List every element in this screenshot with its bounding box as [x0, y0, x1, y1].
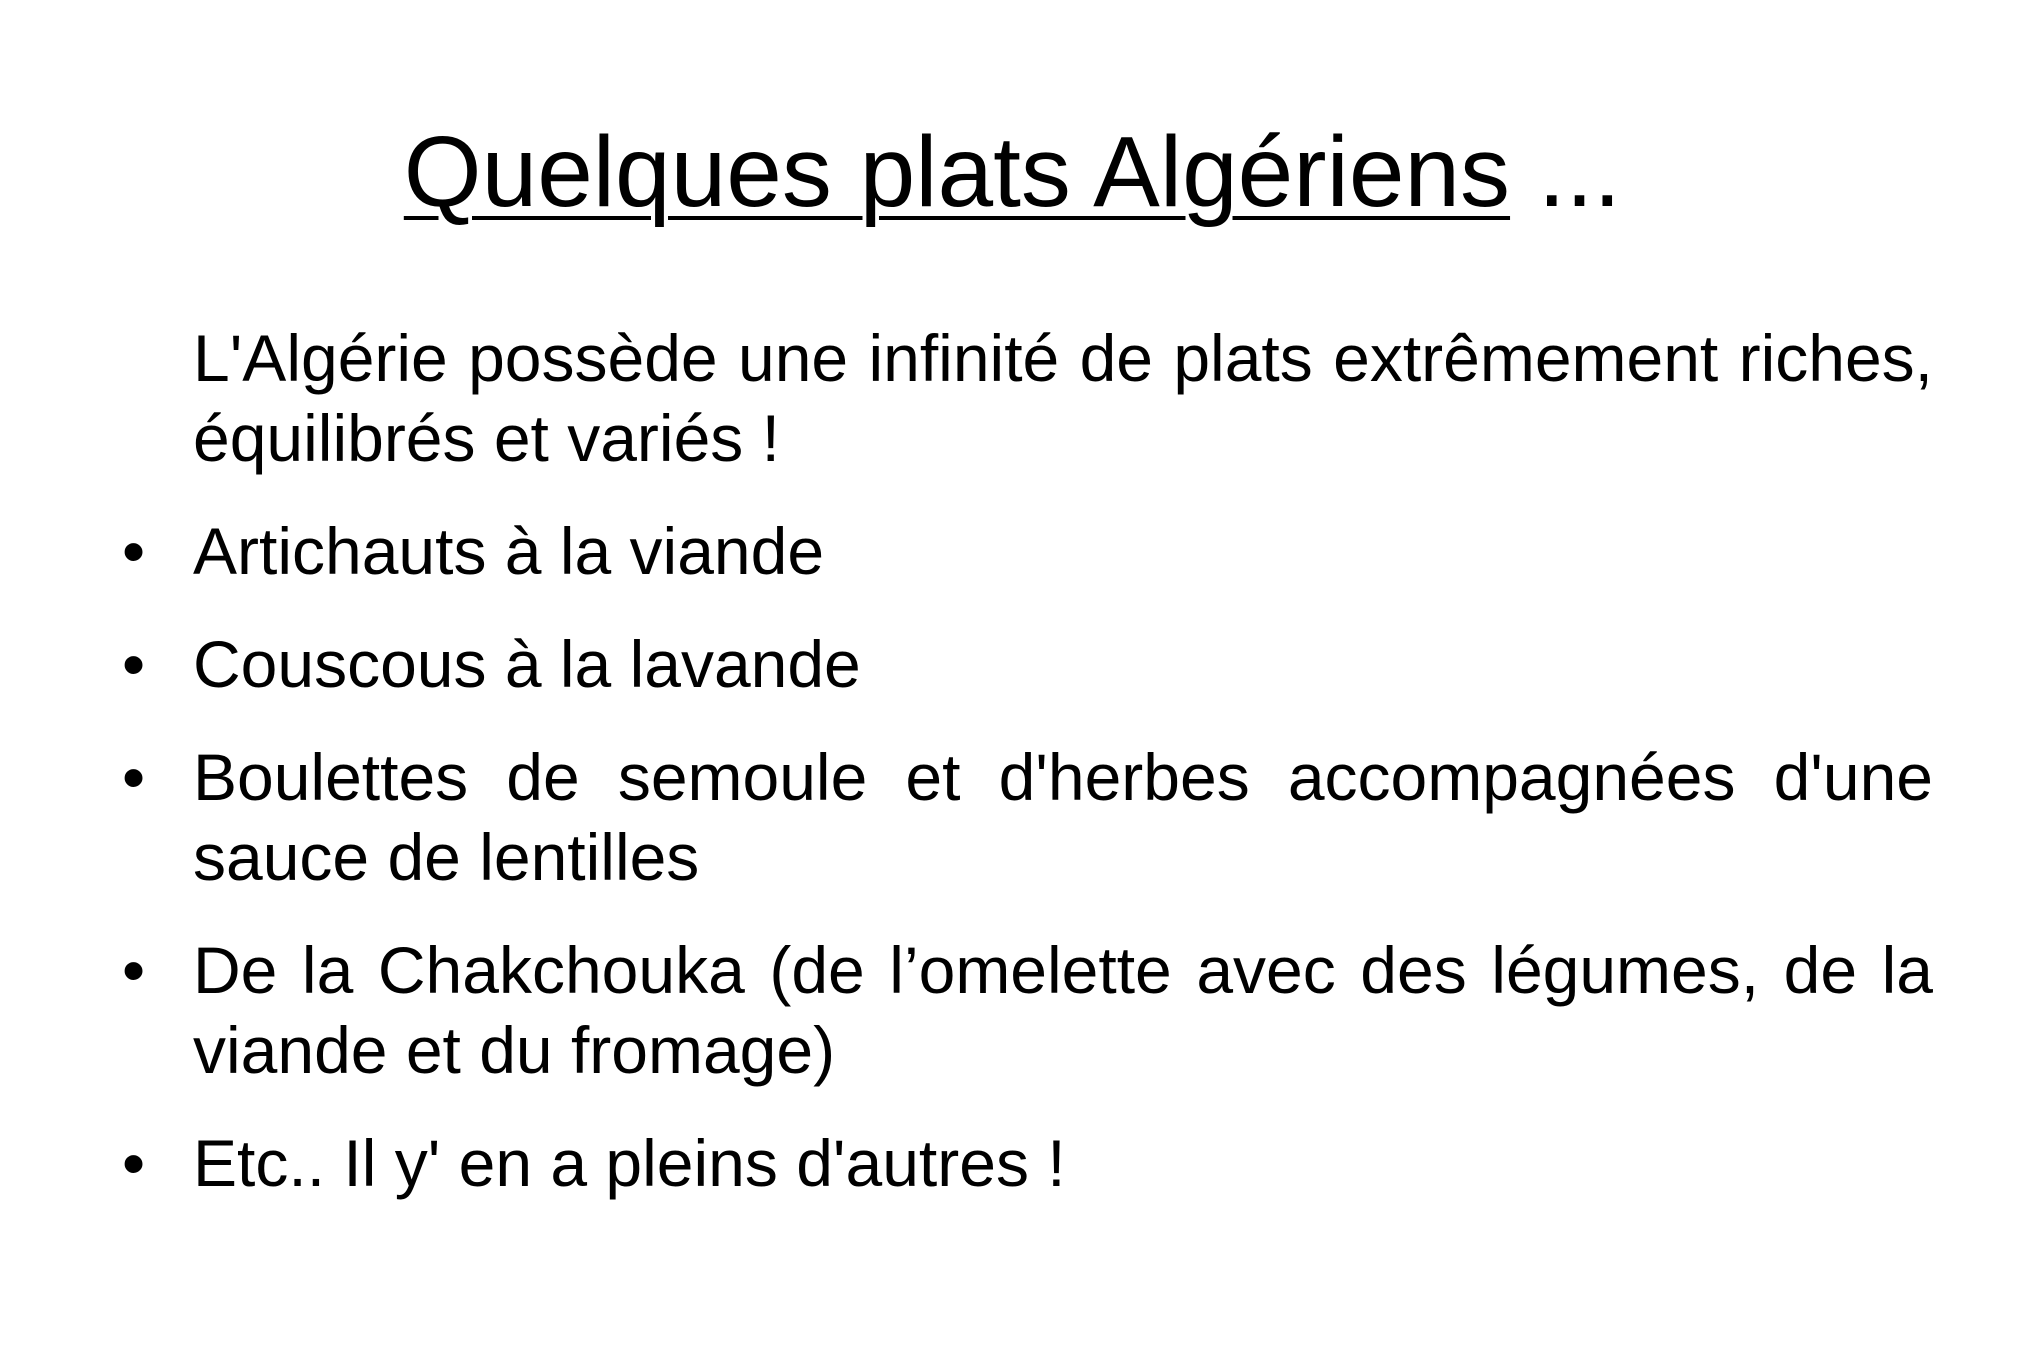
list-item-text: Artichauts à la viande — [193, 514, 825, 588]
list-item — [122, 737, 1933, 897]
bullet-icon: • — [122, 1126, 146, 1200]
intro-paragraph: L'Algérie possède une infinité de plats extrêmement riches, équilibrés et variés ! — [193, 321, 1933, 475]
list-item — [122, 930, 1933, 1090]
slide-body — [122, 318, 1933, 1203]
list-item-text: De la Chakchouka (de l’omelette avec des légumes, de la viande et du fromage) — [193, 933, 1933, 1087]
bullet-icon: • — [122, 627, 146, 701]
list-item — [122, 511, 1933, 591]
list-item-text: Boulettes de semoule et d'herbes accompagnées d'une sauce de lentilles — [193, 740, 1933, 894]
title-ellipsis: ... — [1510, 116, 1622, 228]
list-item — [122, 1123, 1933, 1203]
list-item — [122, 624, 1933, 704]
list-item-text: Etc.. Il y' en a pleins d'autres ! — [193, 1126, 1066, 1200]
bullet-icon: • — [122, 514, 146, 588]
title-text: Quelques plats Algériens — [403, 116, 1511, 228]
bullet-icon: • — [122, 933, 146, 1007]
slide-title — [0, 112, 2025, 232]
bullet-icon: • — [122, 740, 146, 814]
list-item-text: Couscous à la lavande — [193, 627, 861, 701]
dish-list — [122, 511, 1933, 1203]
